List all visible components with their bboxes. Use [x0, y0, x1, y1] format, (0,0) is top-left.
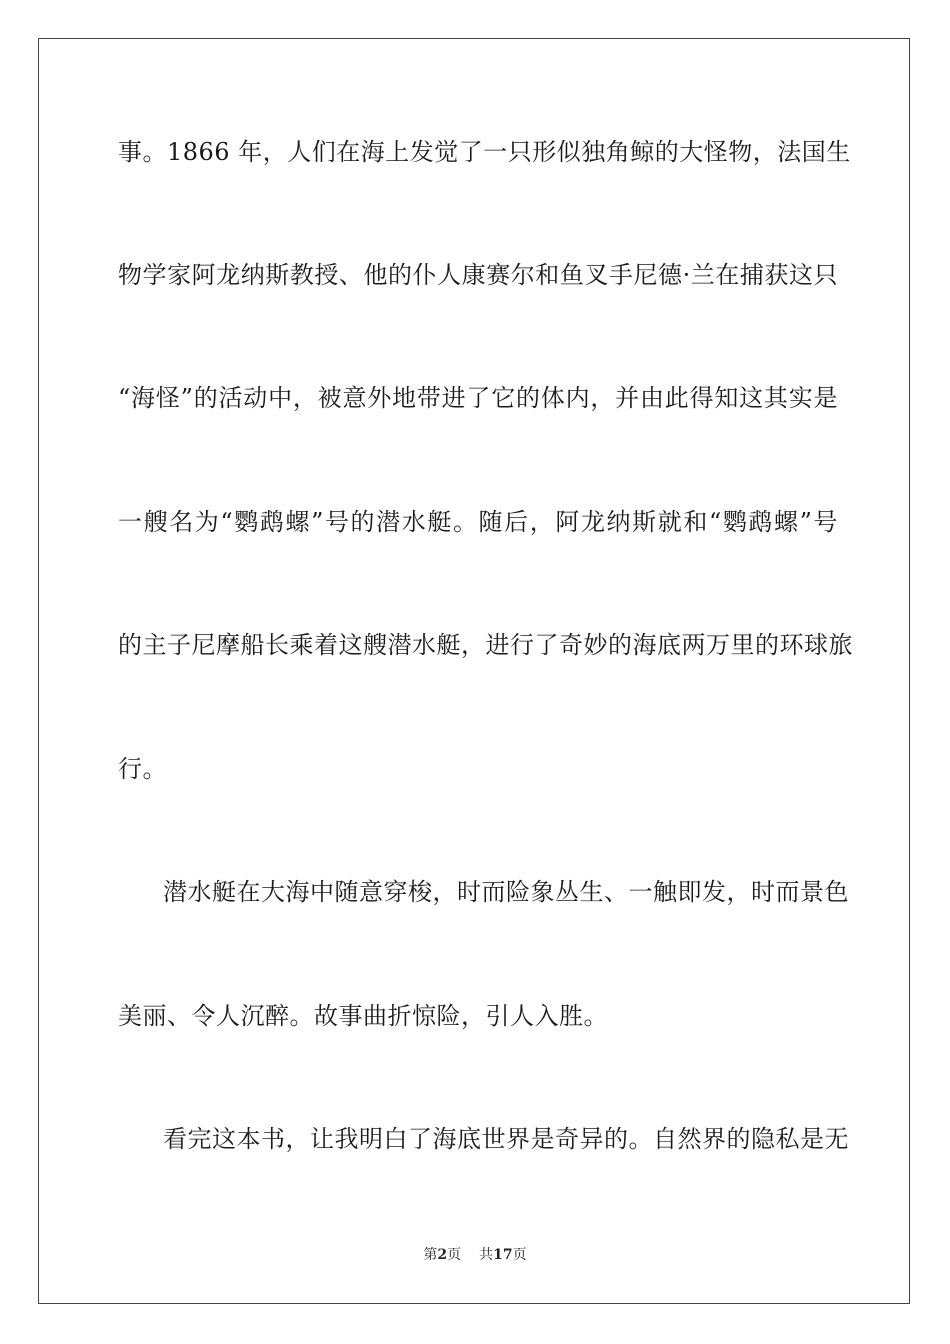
text-line-7: 潜水艇在大海中随意穿梭，时而险象丛生、一触即发，时而景色: [163, 878, 849, 906]
text-line-9: 看完这本书，让我明白了海底世界是奇异的。自然界的隐私是无: [163, 1125, 849, 1153]
text-line-3: “海怪”的活动中，被意外地带进了它的体内，并由此得知这其实是: [118, 384, 838, 412]
text-line-6: 行。: [118, 755, 167, 783]
footer-total-pages: 17: [493, 1247, 513, 1263]
page-footer: [0, 1246, 950, 1264]
text-line-8: 美丽、令人沉醉。故事曲折惊险，引人入胜。: [118, 1002, 608, 1030]
text-line-1: 事。1866 年，人们在海上发觉了一只形似独角鲸的大怪物，法国生: [118, 138, 851, 166]
text-line-4: 一艘名为“鹦鹉螺”号的潜水艇。随后，阿龙纳斯就和“鹦鹉螺”号: [118, 508, 838, 536]
footer-total-suffix: 页: [512, 1247, 527, 1263]
text-line-2: 物学家阿龙纳斯教授、他的仆人康赛尔和鱼叉手尼德·兰在捕获这只: [118, 261, 838, 289]
footer-page-number: 2: [437, 1247, 448, 1263]
footer-page-prefix: 第: [423, 1247, 438, 1263]
footer-total-prefix: 共: [479, 1247, 494, 1263]
page-border: [38, 38, 910, 1304]
footer-page-suffix: 页: [447, 1247, 462, 1263]
text-line-5: 的主子尼摩船长乘着这艘潜水艇，进行了奇妙的海底两万里的环球旅: [118, 631, 853, 659]
